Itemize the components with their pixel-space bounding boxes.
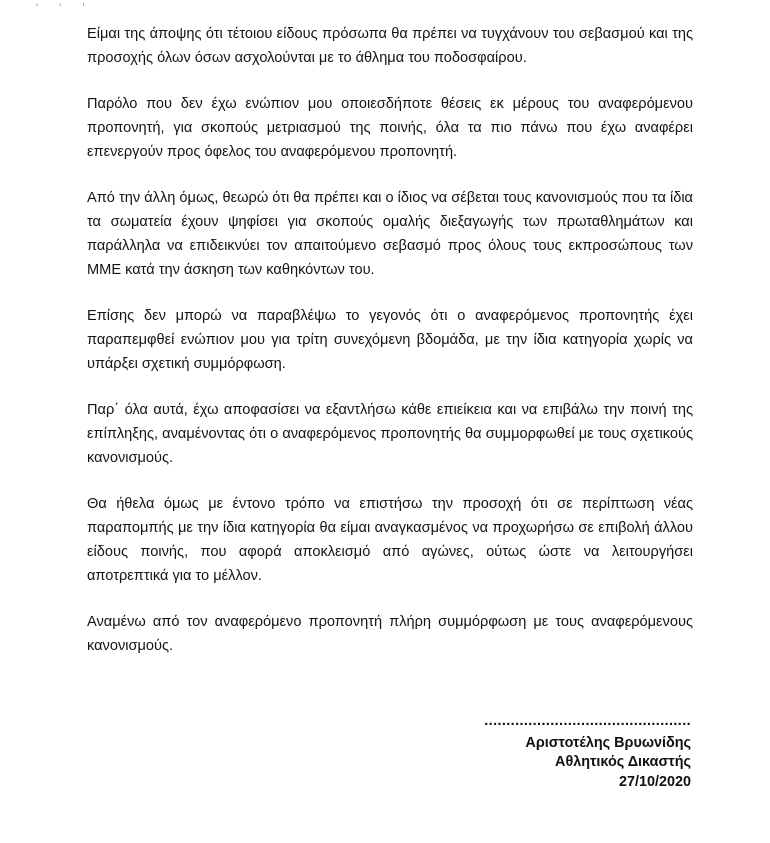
signature-block (484, 712, 691, 792)
paragraph-compliance: Αναμένω από τον αναφερόμενο προπονητή πλήρη συμμόρφωση με τους αναφερόμενους κανονισμούς. (87, 614, 693, 654)
paragraph-third-referral: Επίσης δεν μπορώ να παραβλέψω το γεγονός ότι ο αναφερόμενος προπονητής έχει παραπεμφθεί ενώπιον μου για τρίτη συνεχόμενη βδομάδα, με την ίδια κατηγορία χωρίς να υπάρξει σχετική συμμόρφωση. (87, 308, 693, 372)
signatory-title: Αθλητικός Δικαστής (555, 754, 691, 770)
signature-dotted-line: ............................................... (484, 713, 691, 729)
paragraph-penalty: Παρ΄ όλα αυτά, έχω αποφασίσει να εξαντλήσω κάθε επιείκεια και να επιβάλω την ποινή της επίπληξης, αναμένοντας ότι ο αναφερόμενος προπονητής θα συμμορφωθεί με τους σχετικούς κανονισμούς. (87, 402, 693, 466)
signature-date: 27/10/2020 (618, 773, 691, 790)
document-body (87, 22, 693, 680)
scan-marks: ' ' ' (36, 2, 94, 14)
paragraph-mitigation: Παρόλο που δεν έχω ενώπιον μου οποιεσδήποτε θέσεις εκ μέρους του αναφερόμενου προπονητή, για σκοπούς μετριασμού της ποινής, όλα τα πιο πάνω που έχω αναφέρει επενεργούν προς όφελος του αναφερόμενου προπονητή. (87, 96, 693, 160)
signatory-name: Αριστοτέλης Βρυωνίδης (525, 734, 691, 751)
paragraph-warning: Θα ήθελα όμως με έντονο τρόπο να επιστήσω την προσοχή ότι σε περίπτωση νέας παραπομπής με την ίδια κατηγορία θα είμαι αναγκασμένος να προχωρήσω σε επιβολή άλλου είδους ποινής, που αφορά αποκλεισμό από αγώνες, ούτως ώστε να λειτουργήσει αποτρεπτικά για το μέλλον. (87, 496, 693, 584)
paragraph-respect: Είμαι της άποψης ότι τέτοιου είδους πρόσωπα θα πρέπει να τυγχάνουν του σεβασμού και της προσοχής όλων όσων ασχολούνται με το άθλημα του ποδοσφαίρου. (87, 26, 693, 66)
paragraph-regulations: Από την άλλη όμως, θεωρώ ότι θα πρέπει και ο ίδιος να σέβεται τους κανονισμούς που τα ίδια τα σωματεία έχουν ψηφίσει για σκοπούς ομαλής διεξαγωγής των πρωταθλημάτων και παράλληλα να επιδεικνύει τον απαιτούμενο σεβασμό προς όλους τους εκπροσώπους των ΜΜΕ κατά την άσκηση των καθηκόντων του. (87, 190, 693, 278)
